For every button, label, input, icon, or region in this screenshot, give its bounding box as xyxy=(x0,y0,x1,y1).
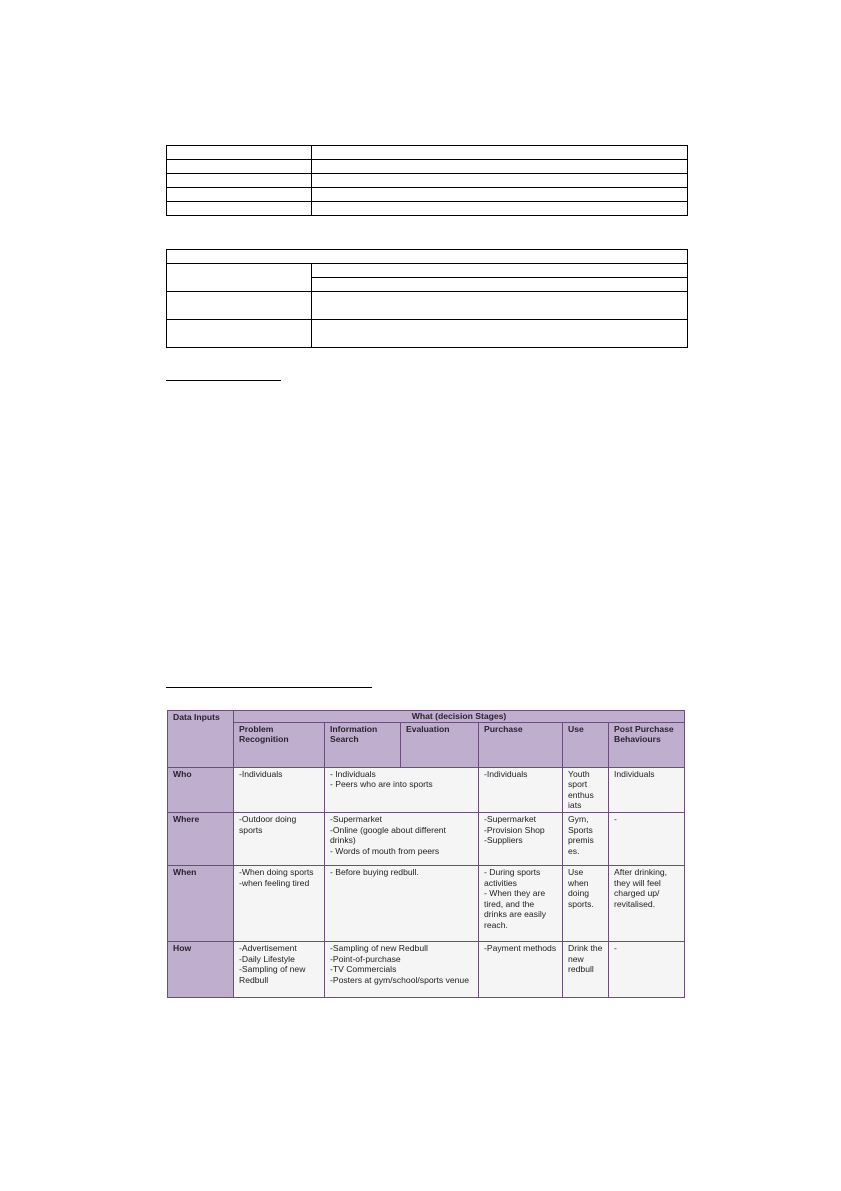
table-cell: Drink the new redbull xyxy=(563,941,609,997)
table-cell xyxy=(312,174,688,188)
table-cell: After drinking, they will feel charged up/ revitalised. xyxy=(609,865,685,941)
table-cell: -Individuals xyxy=(234,767,325,812)
stage-header: Information Search xyxy=(325,722,401,767)
stage-header: Use xyxy=(563,722,609,767)
section-heading-a xyxy=(166,368,281,380)
stage-header: Post Purchase Behaviours xyxy=(609,722,685,767)
table-cell: -Advertisement -Daily Lifestyle -Sampling of new Redbull xyxy=(234,941,325,997)
table-cell: Use when doing sports. xyxy=(563,865,609,941)
table-cell: -Supermarket -Provision Shop -Suppliers xyxy=(479,812,563,865)
table-cell xyxy=(167,320,312,348)
section-heading-b xyxy=(166,675,372,687)
table-cell xyxy=(312,188,688,202)
table-cell: - xyxy=(609,941,685,997)
corner-header: Data Inputs xyxy=(168,711,234,768)
table-cell: - Before buying redbull. xyxy=(325,865,479,941)
empty-table-2 xyxy=(166,249,688,348)
table-row xyxy=(168,767,685,812)
table-cell xyxy=(312,278,688,292)
table-cell xyxy=(167,146,312,160)
row-label: Who xyxy=(168,767,234,812)
table-row xyxy=(168,941,685,997)
table-cell: Gym, Sports premis es. xyxy=(563,812,609,865)
table-cell xyxy=(312,160,688,174)
table-cell xyxy=(167,292,312,320)
table-cell xyxy=(167,174,312,188)
decision-stage-table xyxy=(167,710,685,998)
table-cell: -When doing sports -when feeling tired xyxy=(234,865,325,941)
table-cell xyxy=(167,250,688,264)
table-cell xyxy=(312,264,688,278)
row-label: Where xyxy=(168,812,234,865)
table-cell xyxy=(167,160,312,174)
table-row xyxy=(168,812,685,865)
table-cell: Individuals xyxy=(609,767,685,812)
heading-underline xyxy=(166,687,372,688)
stage-header: Problem Recognition xyxy=(234,722,325,767)
group-header: What (decision Stages) xyxy=(234,711,685,723)
table-row xyxy=(168,865,685,941)
row-label: When xyxy=(168,865,234,941)
stage-header: Evaluation xyxy=(401,722,479,767)
table-cell: -Individuals xyxy=(479,767,563,812)
heading-underline xyxy=(166,380,281,381)
table-cell xyxy=(312,292,688,320)
table-cell: -Outdoor doing sports xyxy=(234,812,325,865)
empty-table-1 xyxy=(166,145,688,216)
table-cell: - xyxy=(609,812,685,865)
table-cell: Youth sport enthus iats xyxy=(563,767,609,812)
table-cell: - During sports activities - When they are tired, and the drinks are easily reach. xyxy=(479,865,563,941)
table-cell xyxy=(167,202,312,216)
table-cell xyxy=(312,320,688,348)
table-cell xyxy=(312,146,688,160)
table-cell: -Supermarket -Online (google about different drinks) - Words of mouth from peers xyxy=(325,812,479,865)
table-cell: -Sampling of new Redbull -Point-of-purchase -TV Commercials -Posters at gym/school/sports venue xyxy=(325,941,479,997)
row-label: How xyxy=(168,941,234,997)
table-cell xyxy=(167,264,312,292)
table-cell: -Payment methods xyxy=(479,941,563,997)
table-cell xyxy=(312,202,688,216)
stage-header: Purchase xyxy=(479,722,563,767)
table-cell xyxy=(167,188,312,202)
table-cell: - Individuals - Peers who are into sports xyxy=(325,767,479,812)
